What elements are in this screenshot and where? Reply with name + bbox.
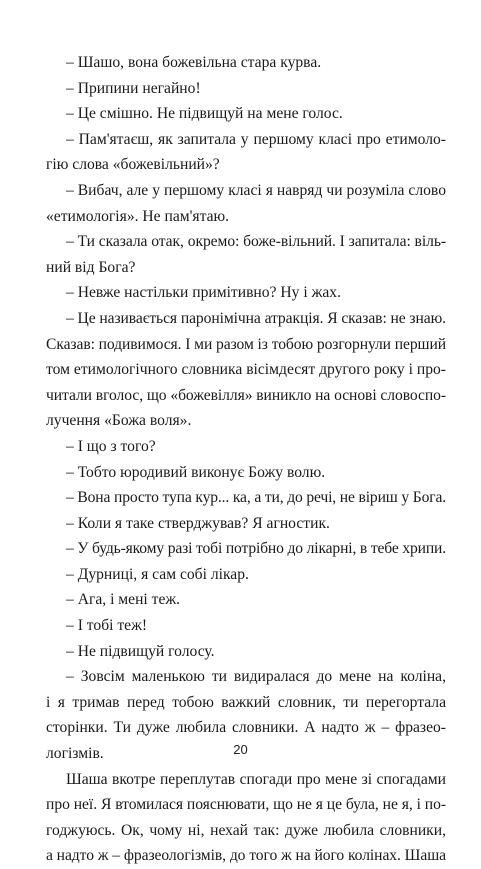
text-line: – Пам'ятаєш, як запитала у першому класі про етимоло- [66, 130, 446, 148]
text-line: – Коли я таке стверджував? Я агностик. [66, 514, 330, 532]
text-line: про неї. Я втомилася пояснювати, що не я це була, не я, і по- [46, 796, 446, 814]
text-line: – Невже настільки примітивно? Ну і жах. [66, 284, 341, 302]
text-line: – Зовсім маленькою ти видиралася до мене на коліна, [66, 668, 446, 686]
text-line: – Це смішно. Не підвищуй на мене голос. [66, 105, 343, 123]
text-line: Шаша вкотре переплутав спогади про мене зі спогадами [66, 770, 446, 788]
text-line: а надто ж – фразеологізмів, до того ж на його колінах. Шаша [46, 847, 446, 865]
text-line: – І тобі теж! [66, 617, 148, 635]
text-line: «етимологія». Не пам'ятаю. [46, 207, 230, 225]
text-line: – І що з того? [66, 437, 156, 455]
text-line: – Не підвищуй голосу. [66, 642, 215, 660]
text-line: логізмів. [46, 745, 104, 763]
text-line: лучення «Божа воля». [46, 412, 192, 430]
text-line: читали вголос, що «божевілля» виникло на основі словоспо- [46, 386, 446, 404]
text-line: – Шашо, вона божевільна стара курва. [66, 54, 322, 71]
text-line: том етимологічного словника вісімдесят другого року і про- [46, 361, 446, 379]
text-line: – Це називається паронімічна атракція. Я сказав: не знаю. [66, 309, 446, 327]
text-line: – Вона просто тупа кур... ка, а ти, до речі, не віриш у Бога. [66, 489, 446, 507]
text-line: гію слова «божевільний»? [46, 156, 220, 174]
text-line: – Ти сказала отак, окремо: боже-вільний. І запитала: віль- [66, 233, 446, 251]
text-line: – Вибач, але у першому класі я навряд чи розуміла слово [66, 181, 446, 199]
page-number: 20 [233, 742, 248, 757]
text-line: і я тримав перед тобою важкий словник, ти перегортала [46, 693, 446, 711]
text-line: годжуюсь. Ок, чому ні, нехай так: дуже любила словники, [46, 821, 446, 839]
text-line: – У будь-якому разі тобі потрібно до лікарні, в тебе хрипи. [66, 540, 446, 558]
text-line: Сказав: подивимося. І ми разом із тобою розгорнули перший [46, 335, 446, 353]
text-line: – Дурниці, я сам собі лікар. [66, 565, 249, 583]
text-line: – Ага, і мені теж. [66, 591, 181, 609]
text-line: – Припини негайно! [66, 79, 201, 97]
text-line: ний від Бога? [46, 258, 136, 276]
text-line: сторінки. Ти дуже любила словники. А надто ж – фразео- [46, 719, 446, 737]
text-line: – Тобто юродивий виконує Божу волю. [66, 463, 326, 481]
